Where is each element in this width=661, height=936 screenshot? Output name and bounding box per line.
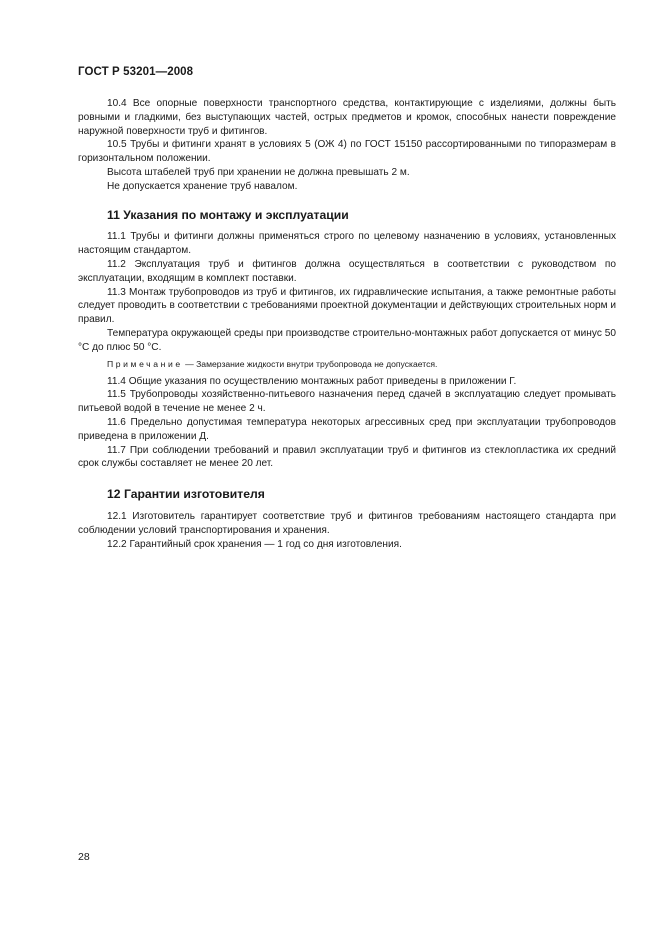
paragraph-11-2: 11.2 Эксплуатация труб и фитингов должна осуществляться в соответствии с руководством по эксплуатации, входящим в комплект поставки. xyxy=(78,258,616,284)
document-header: ГОСТ Р 53201—2008 xyxy=(78,66,194,78)
paragraph-11-3: 11.3 Монтаж трубопроводов из труб и фитингов, их гидравлические испытания, а также ремонтные работы следует проводить в соответствии с требованиями проектной документации и действующих строительных норм и правил. xyxy=(78,286,616,326)
document-body xyxy=(78,97,616,551)
note-label: Примечание xyxy=(107,358,183,369)
paragraph-11-1: 11.1 Трубы и фитинги должны применяться строго по целевому назначению в условиях, установленных настоящим стандартом. xyxy=(78,231,616,257)
paragraph-11-6: 11.6 Предельно допустимая температура некоторых агрессивных сред при эксплуатации трубопроводов приведена в приложении Д. xyxy=(78,416,616,442)
section-12-title: 12 Гарантии изготовителя xyxy=(107,487,265,502)
paragraph-12-1: 12.1 Изготовитель гарантирует соответствие труб и фитингов требованиям настоящего стандарта при соблюдении условий транспортирования и хранения. xyxy=(78,510,616,536)
note-text: — Замерзание жидкости внутри трубопровода не допускается. xyxy=(182,358,438,369)
paragraph-11-7: 11.7 При соблюдении требований и правил эксплуатации труб и фитингов из стеклопластика их средний срок службы составляет не менее 20 лет. xyxy=(78,444,616,470)
paragraph-stack-height: Высота штабелей труб при хранении не должна превышать 2 м. xyxy=(107,166,410,178)
section-11-title: 11 Указания по монтажу и эксплуатации xyxy=(107,207,349,222)
paragraph-12-2: 12.2 Гарантийный срок хранения — 1 год со дня изготовления. xyxy=(107,538,402,550)
paragraph-10-5: 10.5 Трубы и фитинги хранят в условиях 5 (ОЖ 4) по ГОСТ 15150 рассортированными по типоразмерам в горизонтальном положении. xyxy=(78,139,616,165)
page-number: 28 xyxy=(78,851,90,863)
paragraph-temperature: Температура окружающей среды при производстве строительно-монтажных работ допускается от минус 50 °С до плюс 50 °С. xyxy=(78,327,616,353)
paragraph-10-4: 10.4 Все опорные поверхности транспортного средства, контактирующие с изделиями, должны быть ровными и гладкими, без выступающих частей, острых предметов и кромок, способных нанести повреждение наружной поверхности труб и фитингов. xyxy=(78,98,616,137)
note xyxy=(78,358,616,370)
paragraph-11-5: 11.5 Трубопроводы хозяйственно-питьевого назначения перед сдачей в эксплуатацию следует промывать питьевой водой в течение не менее 2 ч. xyxy=(78,389,616,415)
paragraph-11-4: 11.4 Общие указания по осуществлению монтажных работ приведены в приложении Г. xyxy=(107,375,517,387)
paragraph-no-bulk-storage: Не допускается хранение труб навалом. xyxy=(107,180,298,192)
